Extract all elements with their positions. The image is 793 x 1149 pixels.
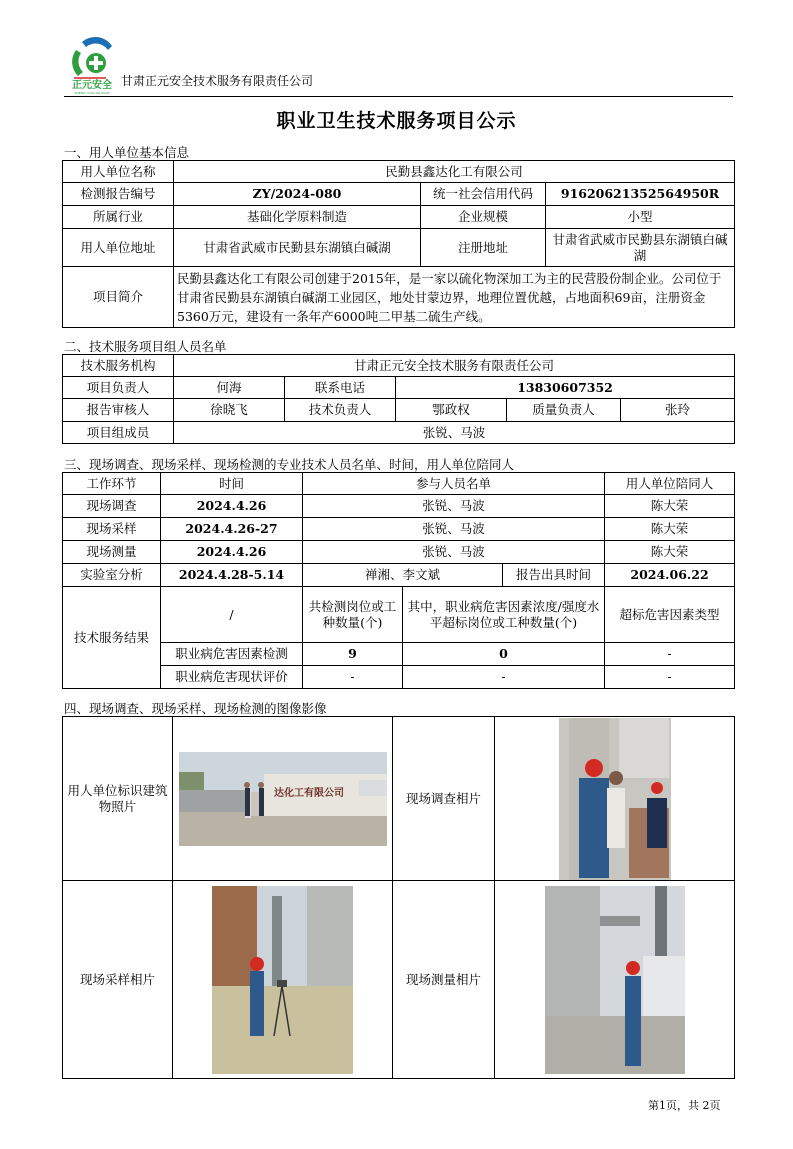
value-credit-code: 91620621352564950R	[546, 183, 735, 206]
value-reg-address: 甘肃省武威市民勤县东湖镇白碱湖	[546, 229, 735, 267]
result-total-cell: -	[303, 666, 403, 689]
col-header-time: 时间	[161, 473, 303, 495]
value-industry: 基础化学原料制造	[174, 206, 421, 229]
value-leader: 何海	[174, 377, 285, 399]
stage-cell: 现场调查	[63, 495, 161, 518]
section2-heading: 二、技术服务项目组人员名单	[64, 339, 227, 354]
value-tech-lead: 鄂政权	[396, 399, 507, 422]
result-type-cell: -	[605, 666, 735, 689]
label-address: 用人单位地址	[63, 229, 174, 267]
page-footer: 第1页，共 2页	[648, 1099, 721, 1112]
sampling-photo	[212, 886, 353, 1074]
value-quality-lead: 张玲	[621, 399, 735, 422]
value-reviewer: 徐晓飞	[174, 399, 285, 422]
unit-info-table	[62, 160, 735, 328]
page-title: 职业卫生技术服务项目公示	[276, 110, 517, 132]
measure-photo	[545, 886, 685, 1074]
value-org: 甘肃正元安全技术服务有限责任公司	[174, 355, 735, 377]
value-members: 张锐、马波	[174, 422, 735, 444]
escort-cell: 陈大荣	[605, 518, 735, 541]
measure-photo-cell	[495, 881, 735, 1079]
label-org: 技术服务机构	[63, 355, 174, 377]
col-header-escort: 用人单位陪同人	[605, 473, 735, 495]
building-photo	[179, 752, 387, 846]
label-scale: 企业规模	[421, 206, 546, 229]
label-sampling-photo: 现场采样相片	[63, 881, 173, 1079]
value-address: 甘肃省武威市民勤县东湖镇白碱湖	[174, 229, 421, 267]
table-row	[63, 541, 735, 564]
lab-staff-cell: 禅湘、李文斌	[303, 564, 503, 587]
result-name-cell: 职业病危害因素检测	[161, 643, 303, 666]
results-header-type: 超标危害因素类型	[605, 587, 735, 643]
company-name: 甘肃正元安全技术服务有限责任公司	[121, 74, 314, 88]
lab-time-cell: 2024.4.28-5.14	[161, 564, 303, 587]
result-exceed-cell: 0	[403, 643, 605, 666]
page-header	[64, 36, 734, 96]
label-unit-name: 用人单位名称	[63, 161, 174, 183]
header-divider	[64, 96, 733, 97]
time-cell: 2024.4.26-27	[161, 518, 303, 541]
field-work-table	[62, 472, 735, 689]
result-name-cell: 职业病危害现状评价	[161, 666, 303, 689]
label-reviewer: 报告审核人	[63, 399, 174, 422]
escort-cell: 陈大荣	[605, 495, 735, 518]
label-tech-lead: 技术负责人	[285, 399, 396, 422]
results-header-total: 共检测岗位或工种数量(个)	[303, 587, 403, 643]
building-photo-cell	[173, 717, 393, 881]
lab-stage-cell: 实验室分析	[63, 564, 161, 587]
time-cell: 2024.4.26	[161, 495, 303, 518]
result-exceed-cell: -	[403, 666, 605, 689]
result-total-cell: 9	[303, 643, 403, 666]
label-survey-photo: 现场调查相片	[393, 717, 495, 881]
photo-table	[62, 716, 735, 1079]
table-row	[63, 643, 735, 666]
value-unit-name: 民勤县鑫达化工有限公司	[174, 161, 735, 183]
logo-text: 正元安全	[72, 80, 112, 91]
col-header-staff: 参与人员名单	[303, 473, 605, 495]
stage-cell: 现场测量	[63, 541, 161, 564]
label-phone: 联系电话	[285, 377, 396, 399]
lab-row	[63, 564, 735, 587]
label-intro: 项目简介	[63, 267, 174, 328]
time-cell: 2024.4.26	[161, 541, 303, 564]
table-row	[63, 666, 735, 689]
value-intro: 民勤县鑫达化工有限公司创建于2015年，是一家以硫化物深加工为主的民营股份制企业。公司位于甘肃省民勤县东湖镇白碱湖工业园区，地处甘蒙边界，地理位置优越，占地面积69亩，注册资金5360万元，建设有一条年产6000吨二甲基二硫生产线。	[174, 267, 735, 328]
report-time-label: 报告出具时间	[503, 564, 605, 587]
value-report-no: ZY/2024-080	[174, 183, 421, 206]
label-leader: 项目负责人	[63, 377, 174, 399]
col-header-stage: 工作环节	[63, 473, 161, 495]
label-quality-lead: 质量负责人	[507, 399, 621, 422]
section3-heading: 三、现场调查、现场采样、现场检测的专业技术人员名单、时间，用人单位陪同人	[64, 457, 515, 472]
sampling-photo-cell	[173, 881, 393, 1079]
team-table	[62, 354, 735, 444]
results-header-exceed: 其中，职业病危害因素浓度/强度水平超标岗位或工种数量(个)	[403, 587, 605, 643]
result-type-cell: -	[605, 643, 735, 666]
label-industry: 所属行业	[63, 206, 174, 229]
stage-cell: 现场采样	[63, 518, 161, 541]
staff-cell: 张锐、马波	[303, 495, 605, 518]
escort-cell: 陈大荣	[605, 541, 735, 564]
logo-subtext: ZHENG YUAN AN QUAN	[74, 91, 110, 95]
table-row	[63, 495, 735, 518]
survey-photo	[559, 718, 671, 880]
value-phone: 13830607352	[396, 377, 735, 399]
label-report-no: 检测报告编号	[63, 183, 174, 206]
staff-cell: 张锐、马波	[303, 541, 605, 564]
section4-heading: 四、现场调查、现场采样、现场检测的图像影像	[64, 701, 327, 716]
label-measure-photo: 现场测量相片	[393, 881, 495, 1079]
label-members: 项目组成员	[63, 422, 174, 444]
label-building-photo: 用人单位标识建筑物照片	[63, 717, 173, 881]
value-scale: 小型	[546, 206, 735, 229]
label-reg-address: 注册地址	[421, 229, 546, 267]
results-label: 技术服务结果	[63, 587, 161, 689]
staff-cell: 张锐、马波	[303, 518, 605, 541]
results-header-slash: /	[161, 587, 303, 643]
report-time-value: 2024.06.22	[605, 564, 735, 587]
table-row	[63, 518, 735, 541]
section1-heading: 一、用人单位基本信息	[64, 145, 190, 160]
company-logo-icon	[66, 36, 118, 96]
label-credit-code: 统一社会信用代码	[421, 183, 546, 206]
photo-sign-text: 达化工有限公司	[273, 787, 344, 799]
survey-photo-cell	[495, 717, 735, 881]
